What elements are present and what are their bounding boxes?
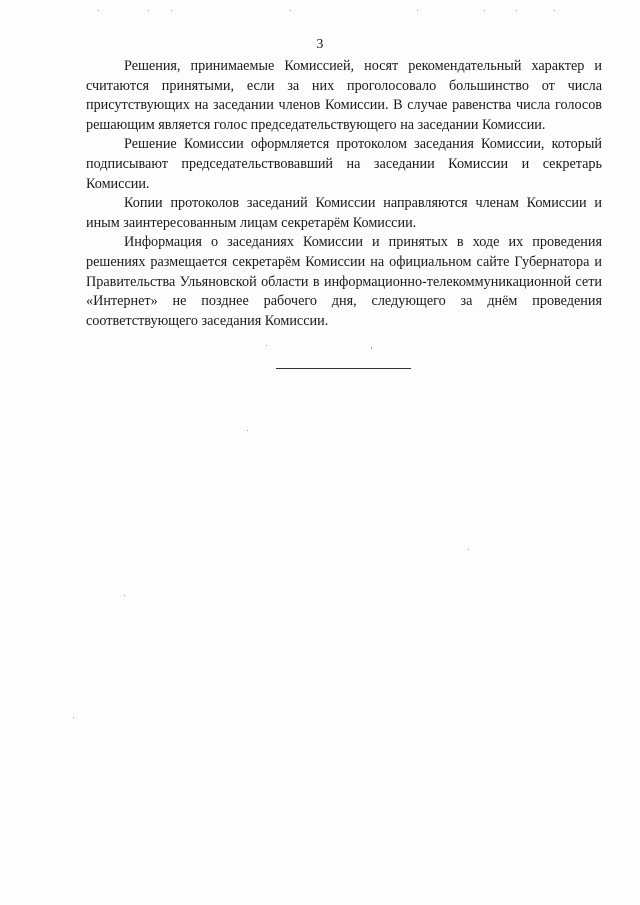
paragraph-information: Информация о заседаниях Комиссии и принятых в ходе их проведения решениях размещается секретарём Комиссии на официальном сайте Губернатора и Правительства Ульяновской области в информационно-телекоммуникационной сети «Интернет» не позднее рабочего дня, следующего за днём проведения соответствующего заседания Комиссии. [86, 234, 602, 329]
scan-speck [516, 10, 517, 11]
paragraph-decisions: Решения, принимаемые Комиссией, носят рекомендательный характер и считаются принятыми, если за них проголосовало большинство от числа присутствующих на заседании членов Комиссии. В случае равенства числа голосов решающим является голос председательствующего на заседании Комиссии. [86, 58, 602, 133]
scan-speck [124, 595, 125, 596]
scan-speck [98, 10, 99, 11]
scan-speck [247, 430, 248, 431]
scan-speck [468, 549, 469, 550]
scan-speck [290, 10, 291, 11]
page-number: 3 [316, 37, 324, 52]
end-separator-line [276, 368, 411, 369]
scan-speck [371, 347, 372, 349]
scan-speck [417, 10, 418, 11]
paragraph-protocol: Решение Комиссии оформляется протоколом заседания Комиссии, который подписывают председательствовавший на заседании Комиссии и секретарь Комиссии. [86, 136, 602, 192]
scan-speck [554, 10, 555, 11]
paragraph-copies: Копии протоколов заседаний Комиссии направляются членам Комиссии и иным заинтересованным лицам секретарём Комиссии. [86, 195, 602, 231]
scan-speck [266, 345, 267, 346]
scan-speck [73, 717, 74, 718]
scan-speck [484, 10, 485, 11]
scan-speck [148, 10, 149, 11]
document-body [86, 57, 602, 331]
scan-speck [171, 10, 172, 11]
